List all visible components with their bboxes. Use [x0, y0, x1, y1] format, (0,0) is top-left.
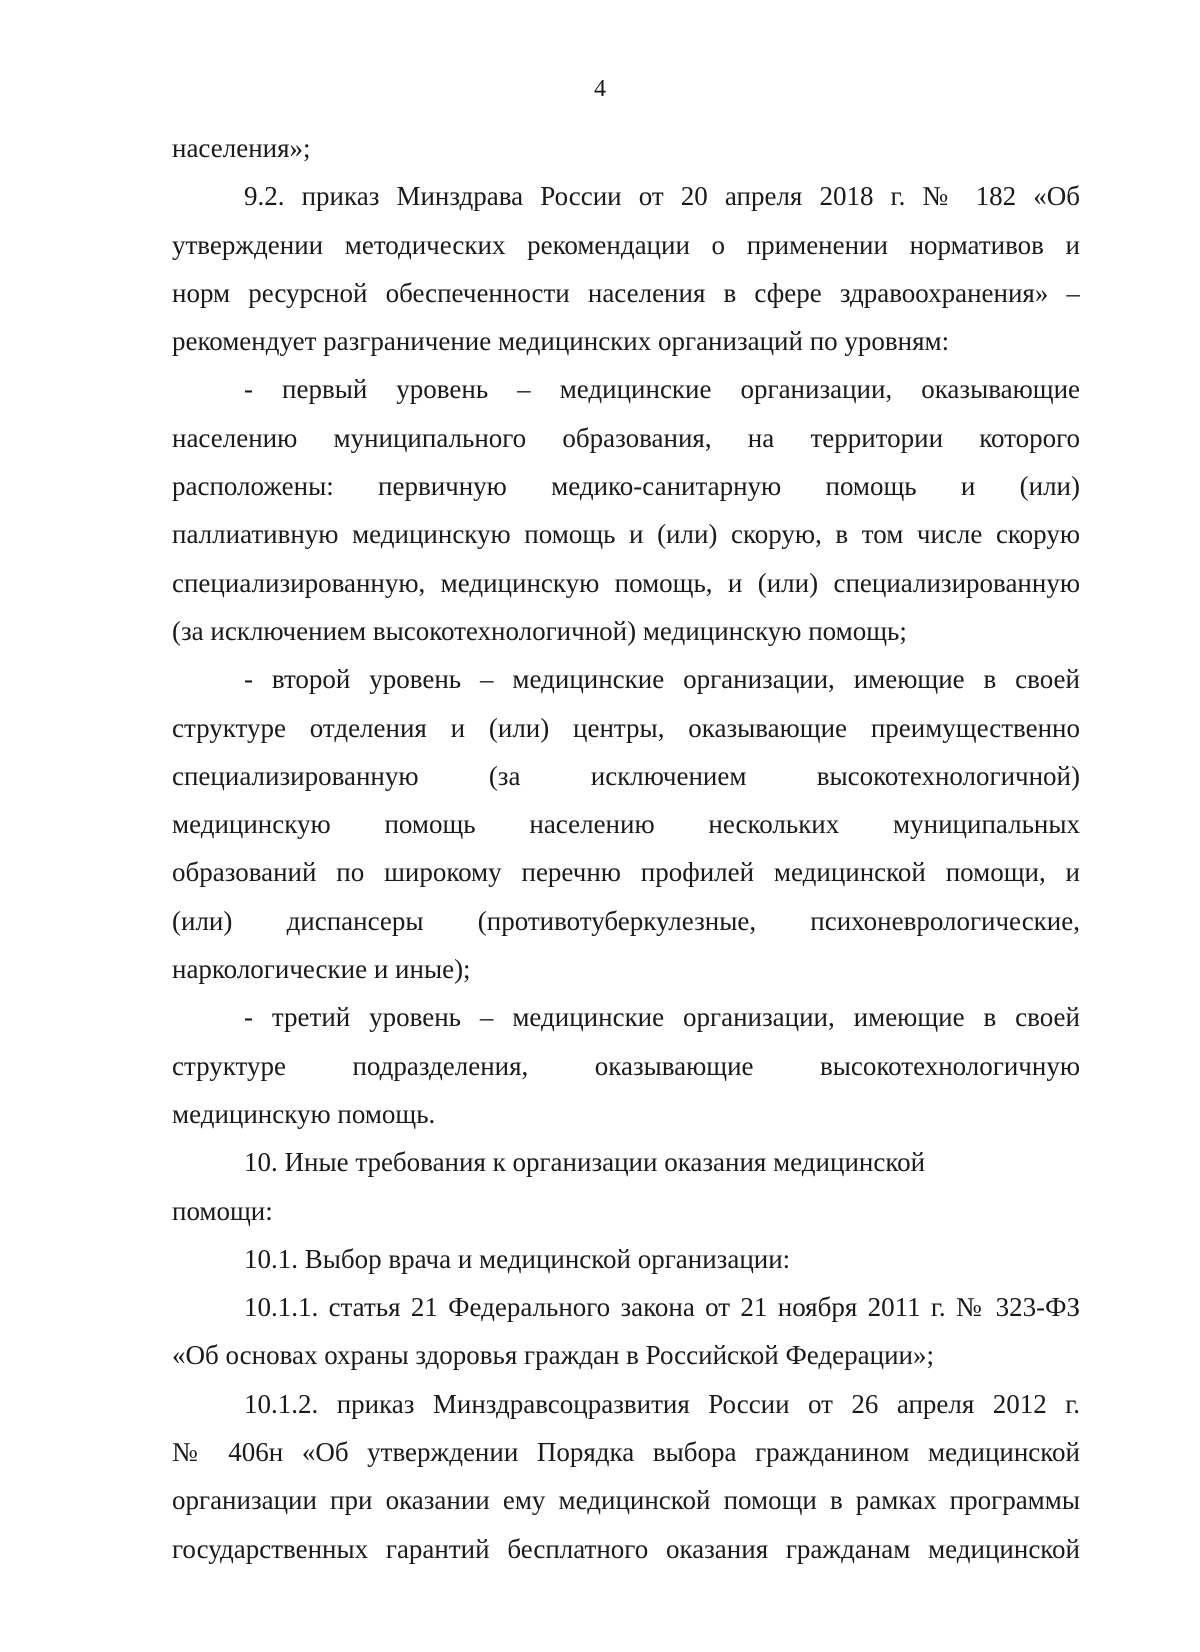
page-number: 4	[594, 76, 606, 102]
text-line: утверждении методических рекомендации о применении нормативов и	[172, 229, 1080, 260]
text-line: расположены: первичную медико-санитарную помощь и (или)	[172, 471, 1080, 502]
text-line: медицинскую помощь населению нескольких муниципальных	[172, 809, 1080, 840]
text-line: паллиативную медицинскую помощь и (или) скорую, в том числе скорую	[172, 519, 1080, 550]
text-line: государственных гарантий бесплатного оказания гражданам медицинской	[172, 1533, 1080, 1564]
text-line: наркологические и иные);	[172, 954, 471, 985]
text-line: рекомендует разграничение медицинских организаций по уровням:	[172, 326, 950, 357]
text-line: 9.2. приказ Минздрава России от 20 апреля 2018 г. № 182 «Об	[244, 181, 1080, 212]
text-line: населения»;	[172, 133, 311, 163]
text-line: структуре подразделения, оказывающие высокотехнологичную	[172, 1050, 1080, 1081]
text-line: - второй уровень – медицинские организации, имеющие в своей	[244, 664, 1080, 695]
text-line: - третий уровень – медицинские организации, имеющие в своей	[244, 1002, 1080, 1033]
text-line: (за исключением высокотехнологичной) медицинскую помощь;	[172, 615, 907, 646]
text-line: - первый уровень – медицинские организации, оказывающие	[244, 374, 1080, 405]
text-line: специализированную (за исключением высокотехнологичной)	[172, 760, 1080, 791]
text-line: 10. Иные требования к организации оказания медицинской	[244, 1147, 926, 1178]
text-line: организации при оказании ему медицинской помощи в рамках программы	[172, 1485, 1080, 1516]
text-line: образований по широкому перечню профилей медицинской помощи, и	[172, 857, 1080, 888]
text-line: 10.1. Выбор врача и медицинской организации:	[244, 1243, 791, 1274]
text-line: «Об основах охраны здоровья граждан в Российской Федерации»;	[172, 1340, 934, 1371]
text-line: № 406н «Об утверждении Порядка выбора гражданином медицинской	[172, 1437, 1080, 1468]
text-line: (или) диспансеры (противотуберкулезные, психоневрологические,	[172, 905, 1080, 936]
text-line: 10.1.1. статья 21 Федерального закона от 21 ноября 2011 г. № 323-ФЗ	[244, 1292, 1080, 1323]
text-line: населению муниципального образования, на территории которого	[172, 422, 1080, 453]
text-line: 10.1.2. приказ Минздравсоцразвития России от 26 апреля 2012 г.	[244, 1388, 1080, 1419]
text-line: помощи:	[172, 1195, 273, 1226]
text-line: медицинскую помощь.	[172, 1098, 436, 1129]
text-line: структуре отделения и (или) центры, оказывающие преимущественно	[172, 712, 1080, 743]
text-line: норм ресурсной обеспеченности населения в сфере здравоохранения» –	[172, 277, 1080, 308]
document-body	[172, 124, 1080, 1573]
text-line: специализированную, медицинскую помощь, и (или) специализированную	[172, 567, 1080, 598]
